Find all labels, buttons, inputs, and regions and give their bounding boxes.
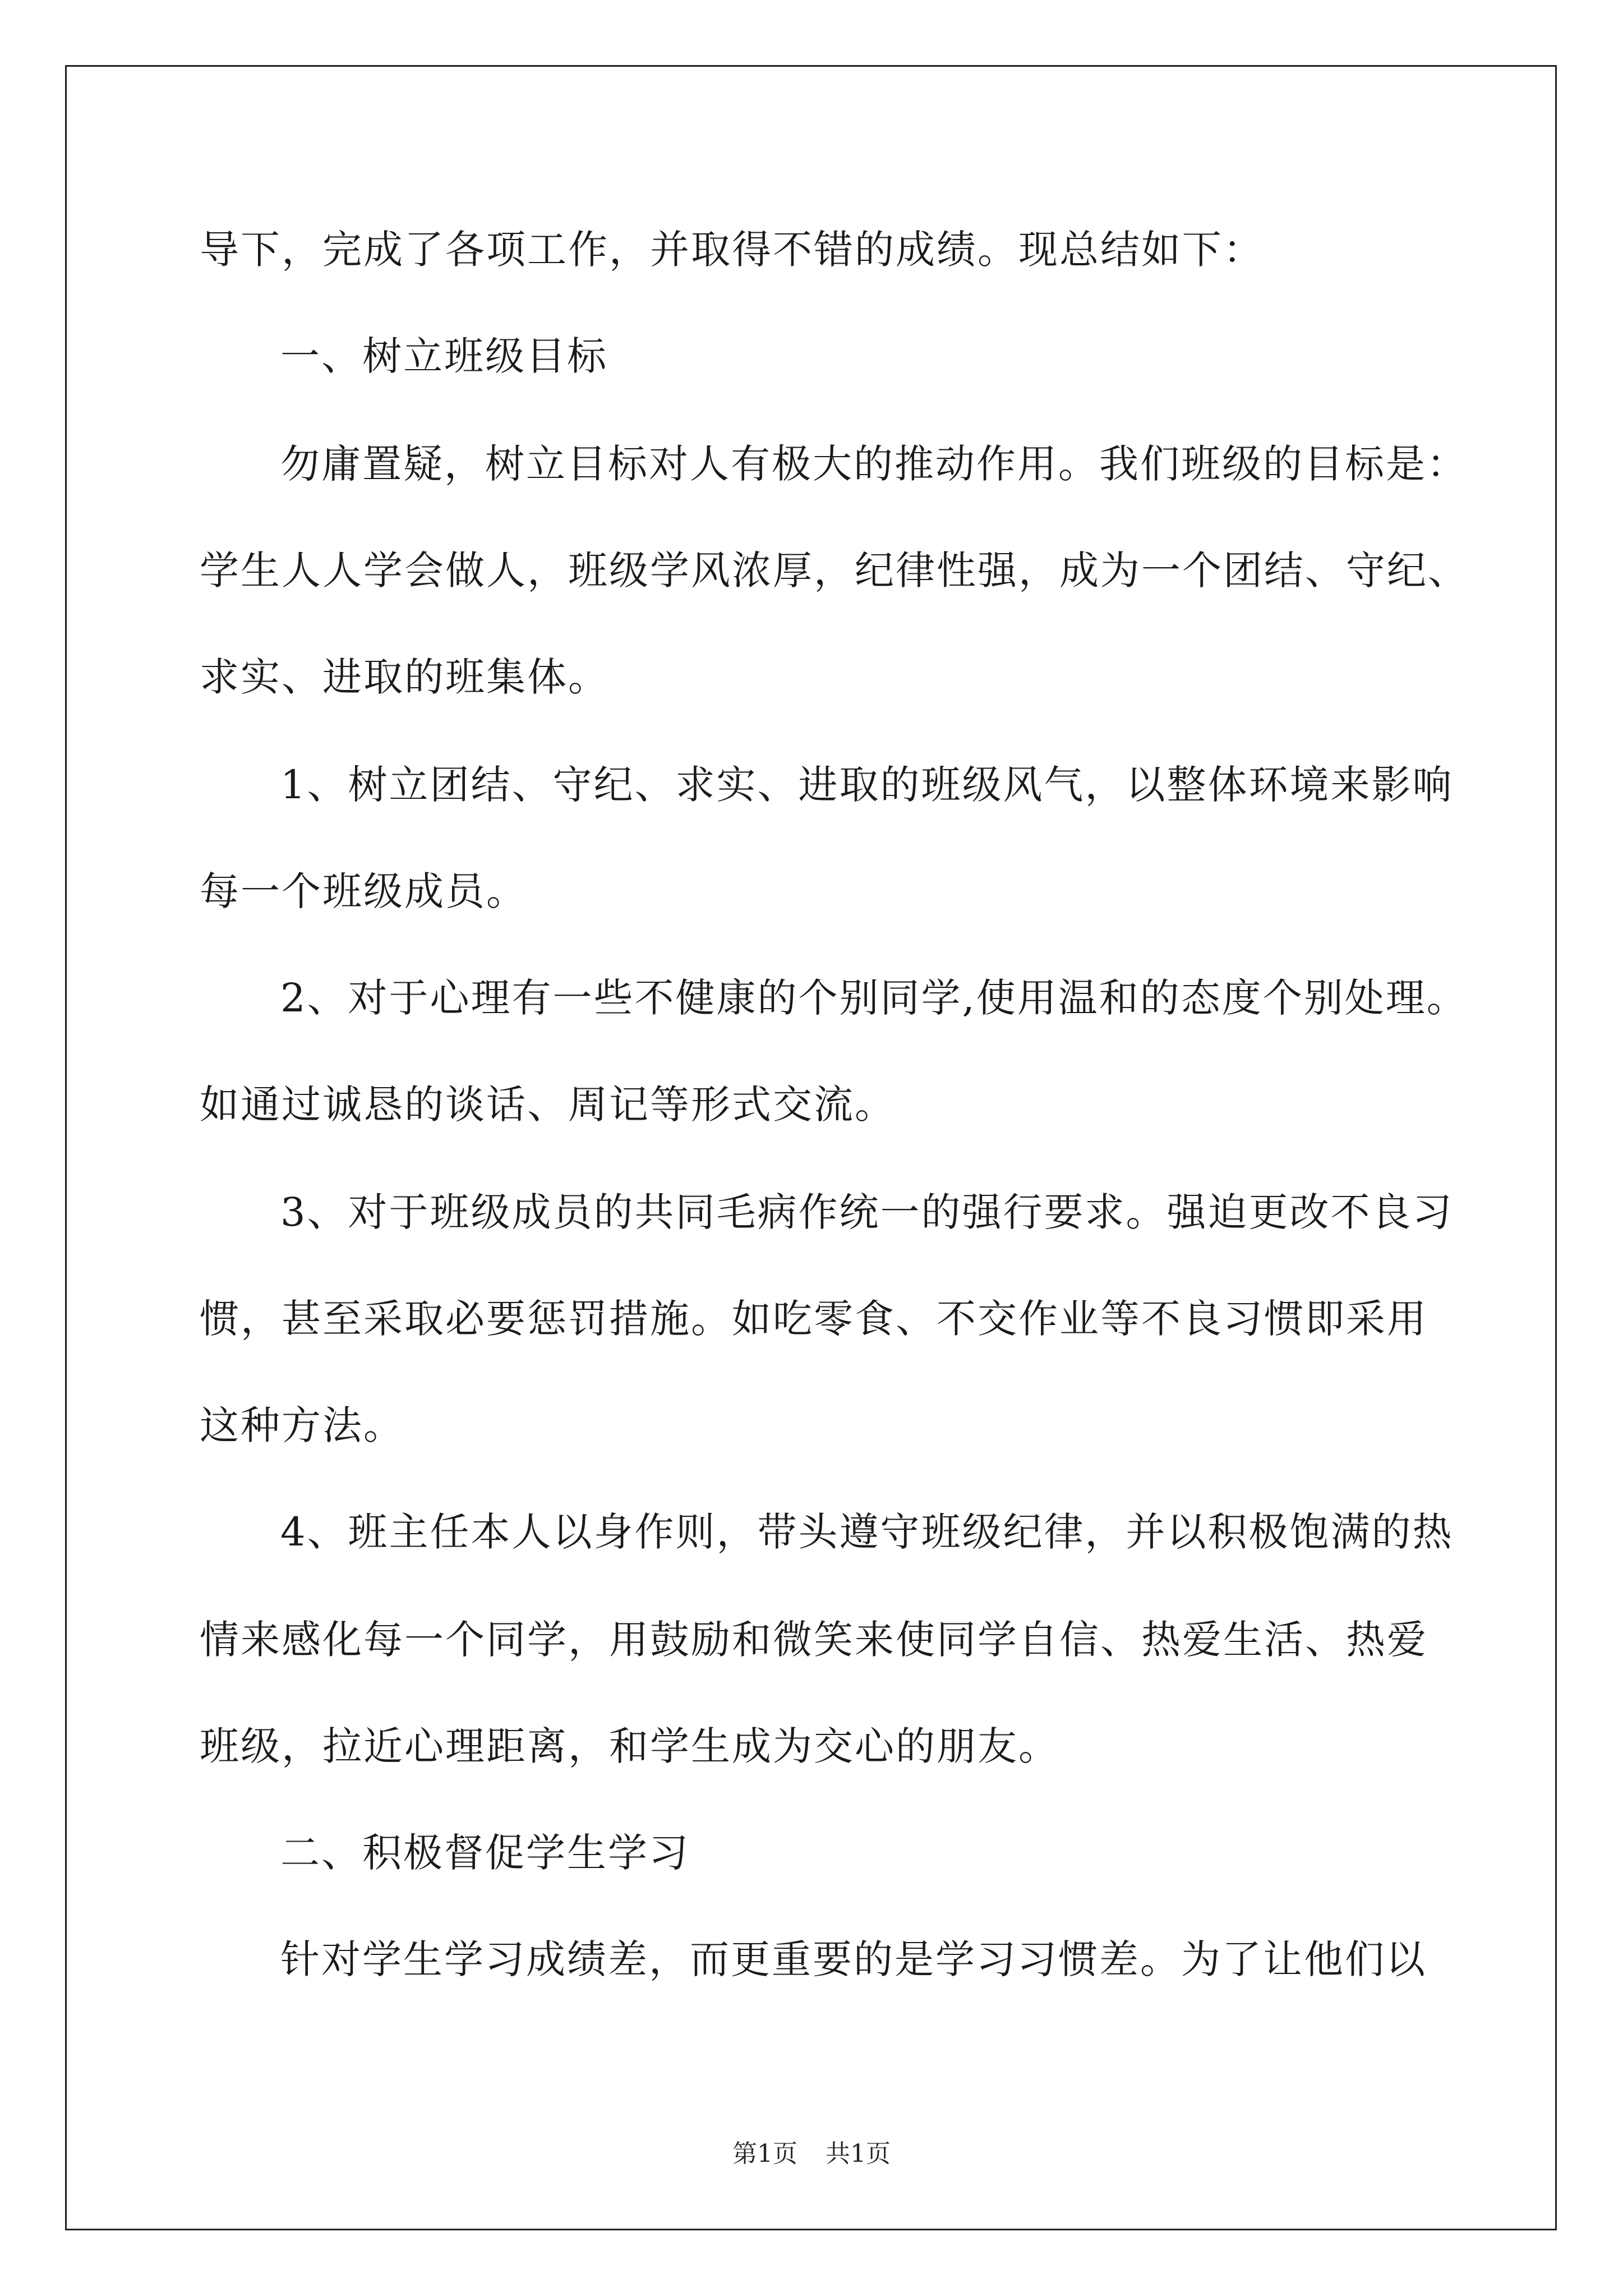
list-item-4-line-2: 情来感化每一个同学，用鼓励和微笑来使同学自信、热爱生活、热爱 [200,1617,1428,1663]
body-line-5: 求实、进取的班集体。 [200,654,609,700]
body-line-1: 导下，完成了各项工作，并取得不错的成绩。现总结如下： [200,227,1264,273]
list-item-1-line-1: 1、树立团结、守纪、求实、进取的班级风气，以整体环境来影响 [280,762,1454,808]
list-item-4-line-1: 4、班主任本人以身作则，带头遵守班级纪律，并以积极饱满的热 [280,1509,1454,1555]
list-item-2-line-2: 如通过诚恳的谈话、周记等形式交流。 [200,1082,896,1128]
list-item-3-line-2: 惯，甚至采取必要惩罚措施。如吃零食、不交作业等不良习惯即采用 [200,1296,1428,1342]
list-item-3-line-1: 3、对于班级成员的共同毛病作统一的强行要求。强迫更改不良习 [280,1189,1454,1235]
list-item-2-line-1: 2、对于心理有一些不健康的个别同学,使用温和的态度个别处理。 [280,975,1468,1021]
page-number: 第1页 [732,2139,797,2168]
list-item-1-line-2: 每一个班级成员。 [200,868,527,914]
page-total: 共1页 [826,2139,891,2168]
list-item-3-line-3: 这种方法。 [200,1402,404,1448]
body-line-3: 勿庸置疑，树立目标对人有极大的推动作用。我们班级的目标是： [280,441,1468,487]
body-line-17: 针对学生学习成绩差，而更重要的是学习习惯差。为了让他们以 [280,1936,1427,1982]
body-line-4: 学生人人学会做人，班级学风浓厚，纪律性强，成为一个团结、守纪、 [200,547,1469,593]
list-item-4-line-3: 班级，拉近心理距离，和学生成为交心的朋友。 [200,1723,1059,1769]
section-heading-2: 二、积极督促学生学习 [280,1830,690,1876]
page-footer [0,2137,1623,2171]
section-heading-1: 一、树立班级目标 [280,333,608,379]
page-border [65,65,1557,2230]
